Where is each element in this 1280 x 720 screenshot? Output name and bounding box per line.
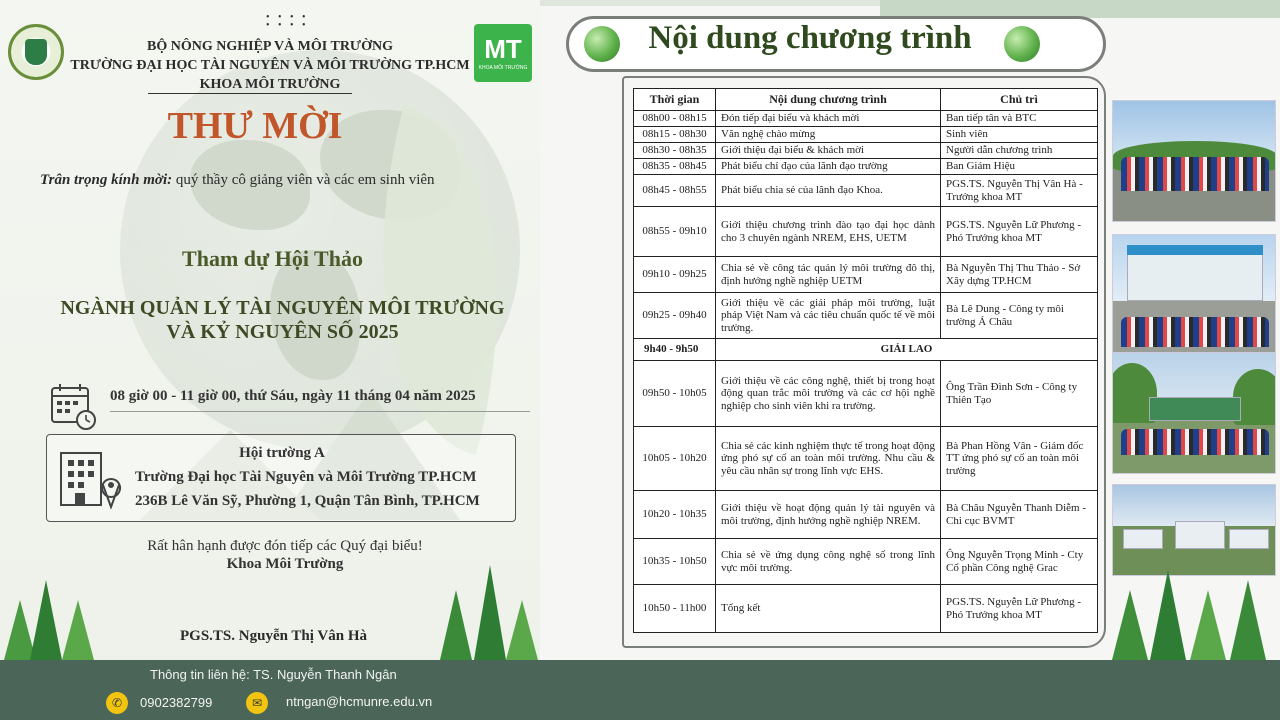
tree-decoration xyxy=(1150,570,1186,660)
tree-decoration xyxy=(506,600,538,660)
host-cell: Bà Phan Hồng Vân - Giám đốc TT ứng phó sự cố an toàn môi trường xyxy=(941,427,1098,491)
content-cell: Tổng kết xyxy=(716,585,941,633)
time-cell: 08h30 - 08h35 xyxy=(634,143,716,159)
greeting: Trân trọng kính mời: quý thầy cô giảng viên và các em sinh viên xyxy=(40,172,435,188)
decorative-strip xyxy=(540,0,880,6)
header-divider xyxy=(148,93,352,94)
time-cell: 08h35 - 08h45 xyxy=(634,159,716,175)
column-header-host: Chủ trì xyxy=(941,89,1098,111)
table-row xyxy=(634,539,1098,585)
host-cell: Người dẫn chương trình xyxy=(941,143,1098,159)
host-cell: Ông Trần Đình Sơn - Công ty Thiên Tạo xyxy=(941,361,1098,427)
faculty-name: KHOA MÔI TRƯỜNG xyxy=(199,77,341,92)
host-cell: Ban tiếp tân và BTC xyxy=(941,111,1098,127)
table-row-break xyxy=(634,339,1098,361)
host-cell: PGS.TS. Nguyễn Thị Vân Hà - Trưởng khoa MT xyxy=(941,175,1098,207)
content-cell: Giới thiệu đại biểu & khách mời xyxy=(716,143,941,159)
host-cell: Ông Nguyễn Trọng Minh - Cty Cổ phần Công nghệ Grac xyxy=(941,539,1098,585)
host-cell: Bà Châu Nguyễn Thanh Diễm - Chi cục BVMT xyxy=(941,491,1098,539)
contact-label: Thông tin liên hệ: TS. Nguyễn Thanh Ngân xyxy=(150,667,397,682)
venue-address: 236B Lê Văn Sỹ, Phường 1, Quận Tân Bình, TP.HCM xyxy=(135,493,480,509)
content-cell: Giới thiệu về các giải pháp môi trường, luật pháp Việt Nam và các tiêu chuẩn quốc tế về môi trường. xyxy=(716,293,941,339)
table-row xyxy=(634,175,1098,207)
time-cell: 09h50 - 10h05 xyxy=(634,361,716,427)
phone-icon: ✆ xyxy=(106,692,128,714)
table-row xyxy=(634,207,1098,257)
host-cell: PGS.TS. Nguyễn Lữ Phương - Phó Trưởng khoa MT xyxy=(941,585,1098,633)
tree-decoration xyxy=(62,600,94,660)
event-photo xyxy=(1112,100,1276,222)
calendar-clock-icon xyxy=(50,382,96,430)
time-cell: 08h15 - 08h30 xyxy=(634,127,716,143)
venue-box xyxy=(46,434,516,522)
host-cell: Sinh viên xyxy=(941,127,1098,143)
welcome-text: Rất hân hạnh được đón tiếp các Quý đại biểu! xyxy=(147,538,423,554)
event-photo xyxy=(1112,352,1276,474)
invitation-panel xyxy=(0,0,540,660)
column-header-content: Nội dung chương trình xyxy=(716,89,941,111)
content-cell: Giới thiệu về các công nghệ, thiết bị trong hoạt động quan trắc môi trường và các cơ hội nghề nghiệp cho sinh viên khi ra trường. xyxy=(716,361,941,427)
attend-heading: Tham dự Hội Thảo xyxy=(182,246,363,271)
time-cell: 10h35 - 10h50 xyxy=(634,539,716,585)
table-row xyxy=(634,111,1098,127)
host-cell: Ban Giám Hiệu xyxy=(941,159,1098,175)
workshop-topic: NGÀNH QUẢN LÝ TÀI NGUYÊN MÔI TRƯỜNG VÀ KỶ NGUYÊN SỐ 2025 xyxy=(60,297,505,343)
time-cell: 08h00 - 08h15 xyxy=(634,111,716,127)
table-row xyxy=(634,159,1098,175)
time-cell: 10h20 - 10h35 xyxy=(634,491,716,539)
table-header-row xyxy=(634,89,1098,111)
time-cell: 08h55 - 09h10 xyxy=(634,207,716,257)
time-cell: 10h50 - 11h00 xyxy=(634,585,716,633)
content-cell: Phát biểu chỉ đạo của lãnh đạo trường xyxy=(716,159,941,175)
welcome-from: Khoa Môi Trường xyxy=(226,556,344,572)
table-row xyxy=(634,427,1098,491)
program-title: Nội dung chương trình xyxy=(648,20,972,56)
faculty-logo: MT KHOA MÔI TRƯỜNG xyxy=(474,24,532,82)
time-cell: 09h10 - 09h25 xyxy=(634,257,716,293)
time-cell: 08h45 - 08h55 xyxy=(634,175,716,207)
invitation-title: THƯ MỜI xyxy=(167,105,343,147)
content-cell: Phát biểu chia sẻ của lãnh đạo Khoa. xyxy=(716,175,941,207)
content-cell: Đón tiếp đại biểu và khách mời xyxy=(716,111,941,127)
contact-phone[interactable]: 0902382799 xyxy=(140,695,213,710)
table-row xyxy=(634,585,1098,633)
content-cell: Giới thiệu chương trình đào tạo đại học dành cho 3 chuyên ngành NREM, EHS, UETM xyxy=(716,207,941,257)
venue-school: Trường Đại học Tài Nguyên và Môi Trường TP.HCM xyxy=(135,469,477,485)
content-cell: Chia sẻ về công tác quản lý môi trường đô thị, định hướng nghề nghiệp UETM xyxy=(716,257,941,293)
table-row xyxy=(634,257,1098,293)
table-row xyxy=(634,143,1098,159)
content-cell: Giới thiệu về hoạt động quản lý tài nguyên và môi trường, định hướng nghề nghiệp NREM. xyxy=(716,491,941,539)
event-datetime: 08 giờ 00 - 11 giờ 00, thứ Sáu, ngày 11 tháng 04 năm 2025 xyxy=(110,388,530,412)
host-cell: Bà Nguyễn Thị Thu Thảo - Sở Xây dựng TP.HCM xyxy=(941,257,1098,293)
time-cell: 9h40 - 9h50 xyxy=(634,339,716,361)
content-cell: Văn nghệ chào mừng xyxy=(716,127,941,143)
table-row xyxy=(634,491,1098,539)
tree-decoration xyxy=(1112,590,1148,660)
tree-decoration xyxy=(1230,580,1266,660)
ministry-name: BỘ NÔNG NGHIỆP VÀ MÔI TRƯỜNG xyxy=(147,39,393,54)
decorative-dots: • • • • • • • • xyxy=(266,12,309,31)
content-cell: Chia sẻ về ứng dụng công nghệ số trong lĩnh vực môi trường. xyxy=(716,539,941,585)
university-name: TRƯỜNG ĐẠI HỌC TÀI NGUYÊN VÀ MÔI TRƯỜNG TP.HCM xyxy=(70,58,470,73)
venue-hall: Hội trường A xyxy=(239,445,325,461)
contact-email[interactable]: ntngan@hcmunre.edu.vn xyxy=(286,694,433,709)
table-row xyxy=(634,361,1098,427)
tree-decoration xyxy=(474,565,506,660)
signer-name: PGS.TS. Nguyễn Thị Vân Hà xyxy=(180,628,368,644)
time-cell: 10h05 - 10h20 xyxy=(634,427,716,491)
table-row xyxy=(634,293,1098,339)
table-row xyxy=(634,127,1098,143)
mail-icon: ✉ xyxy=(246,692,268,714)
host-cell: PGS.TS. Nguyễn Lữ Phương - Phó Trưởng khoa MT xyxy=(941,207,1098,257)
time-cell: 09h25 - 09h40 xyxy=(634,293,716,339)
break-cell: GIẢI LAO xyxy=(716,339,1098,361)
event-photo xyxy=(1112,484,1276,576)
tree-decoration xyxy=(30,580,62,660)
event-photo xyxy=(1112,234,1276,356)
host-cell: Bà Lê Dung - Công ty môi trường Á Châu xyxy=(941,293,1098,339)
column-header-time: Thời gian xyxy=(634,89,716,111)
program-table xyxy=(633,88,1098,633)
tree-decoration xyxy=(1190,590,1226,660)
tree-decoration xyxy=(440,590,472,660)
content-cell: Chia sẻ các kinh nghiệm thực tế trong hoạt động ứng phó sự cố an toàn môi trường. Nhu cầu & yêu cầu nhân sự trong lĩnh vực EHS. xyxy=(716,427,941,491)
